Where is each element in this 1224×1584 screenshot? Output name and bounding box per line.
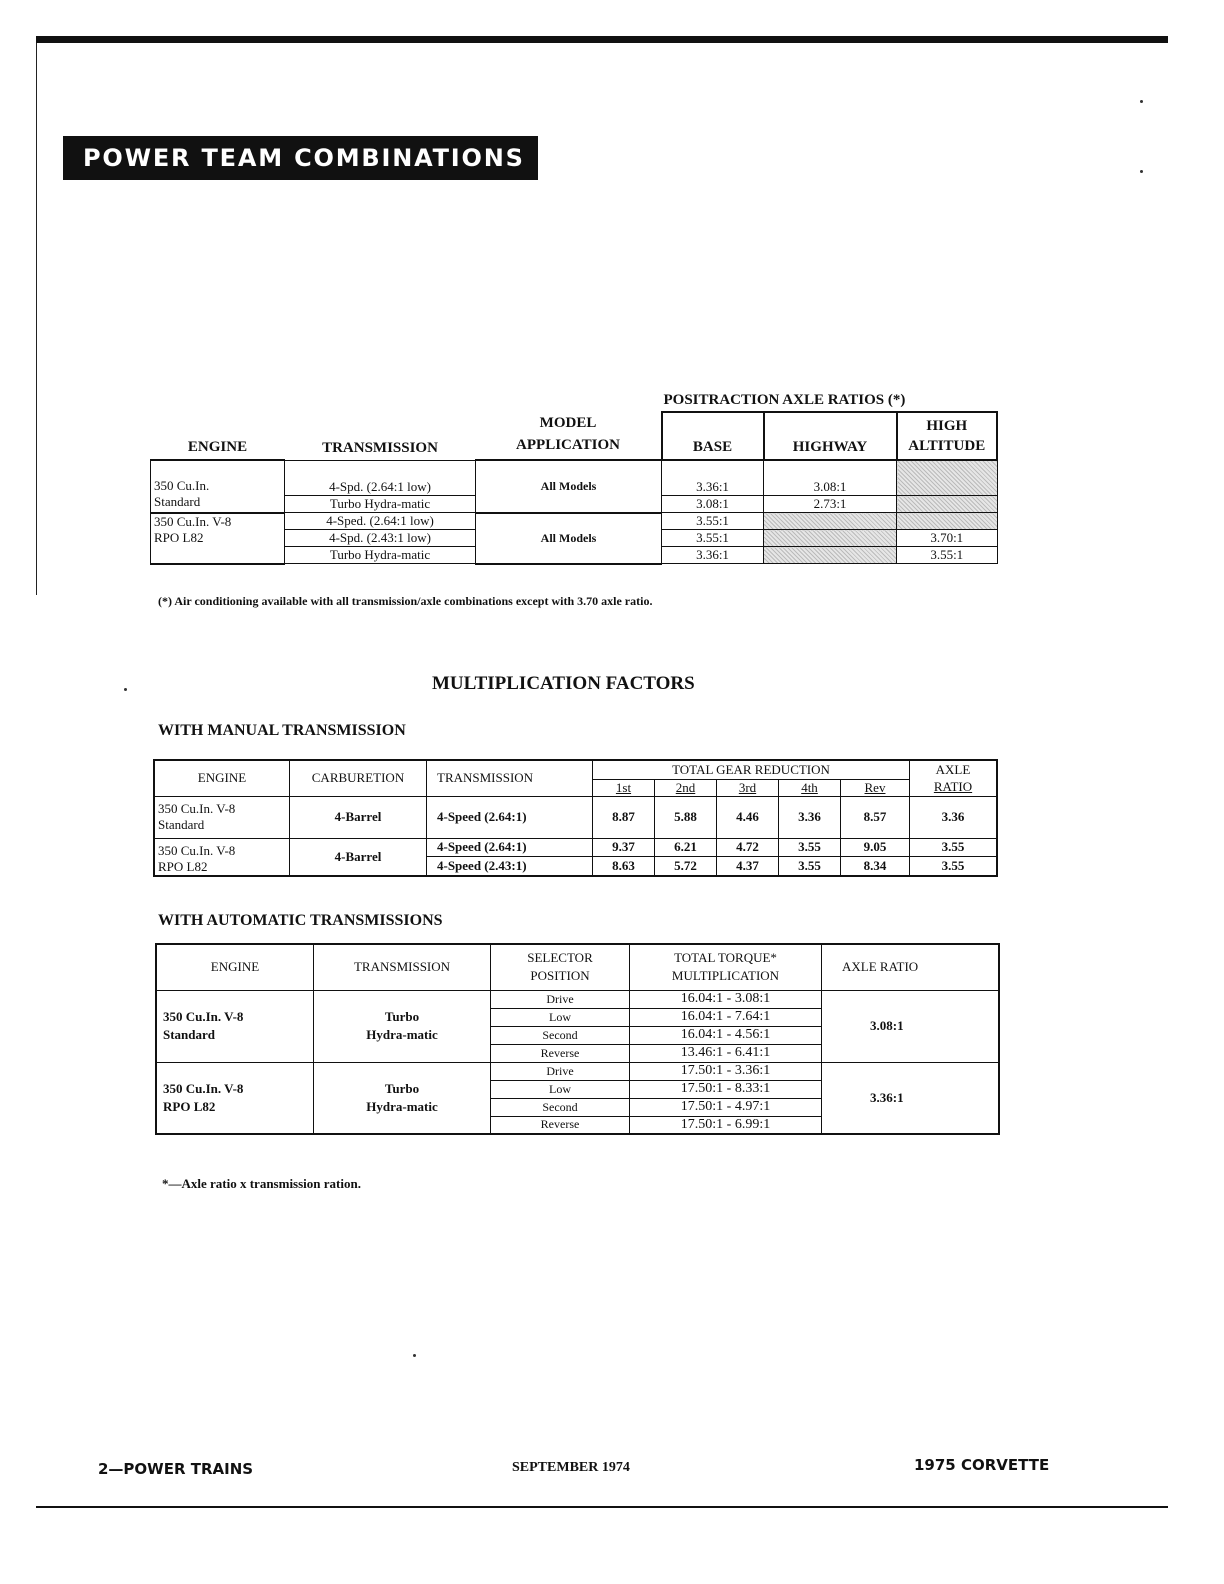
altitude-cell bbox=[897, 513, 998, 530]
gear-value: 8.87 bbox=[593, 796, 655, 838]
transmission-cell: 4-Spd. (2.64:1 low) bbox=[285, 460, 476, 496]
altitude-cell bbox=[897, 460, 998, 496]
transmission-cell: Turbo Hydra-matic bbox=[285, 547, 476, 564]
gear-value: 4.46 bbox=[717, 796, 779, 838]
gear-header: 3rd bbox=[717, 779, 779, 796]
highway-cell bbox=[764, 513, 897, 530]
base-cell: 3.55:1 bbox=[662, 530, 764, 547]
base-cell: 3.08:1 bbox=[662, 496, 764, 513]
selector-cell: Reverse bbox=[491, 1044, 630, 1062]
axle-ratios-header: POSITRACTION AXLE RATIOS (*) bbox=[662, 392, 998, 412]
torque-cell: 13.46:1 - 6.41:1 bbox=[630, 1044, 822, 1062]
automatic-footnote: *—Axle ratio x transmission ration. bbox=[162, 1176, 361, 1191]
power-team-table bbox=[150, 392, 998, 565]
model-cell: All Models bbox=[476, 513, 662, 564]
altitude-cell bbox=[897, 496, 998, 513]
a-col-selector: SELECTOR POSITION bbox=[491, 944, 630, 990]
selector-cell: Low bbox=[491, 1008, 630, 1026]
altitude-cell: 3.70:1 bbox=[897, 530, 998, 547]
base-cell: 3.55:1 bbox=[662, 513, 764, 530]
engine-line: Standard bbox=[154, 493, 201, 509]
gear-value: 6.21 bbox=[655, 838, 717, 857]
transmission-cell: 4-Sped. (2.64:1 low) bbox=[285, 513, 476, 530]
altitude-cell: 3.55:1 bbox=[897, 547, 998, 564]
gear-value: 3.55 bbox=[779, 838, 841, 857]
gear-header: 4th bbox=[779, 779, 841, 796]
footer-center: SEPTEMBER 1974 bbox=[512, 1460, 630, 1475]
engine-cell bbox=[151, 460, 285, 513]
engine-cell bbox=[154, 838, 290, 876]
gear-value: 3.55 bbox=[779, 857, 841, 876]
trans-line: Turbo bbox=[384, 1080, 420, 1096]
engine-cell bbox=[156, 990, 314, 1062]
engine-line: RPO L82 bbox=[158, 858, 208, 874]
footer-left: 2—POWER TRAINS bbox=[98, 1460, 254, 1478]
axle-value: 3.55 bbox=[910, 838, 998, 857]
trans-line: Hydra-matic bbox=[366, 1027, 438, 1042]
carb-cell: 4-Barrel bbox=[290, 796, 427, 838]
table-row bbox=[156, 990, 999, 1008]
col-base: BASE bbox=[662, 412, 764, 460]
engine-line: 350 Cu.In. V-8 bbox=[158, 842, 236, 858]
trans-cell: 4-Speed (2.43:1) bbox=[427, 857, 593, 876]
torque-cell: 16.04:1 - 4.56:1 bbox=[630, 1026, 822, 1044]
selector-cell: Drive bbox=[491, 1062, 630, 1080]
table-row bbox=[154, 838, 997, 857]
col-engine: ENGINE bbox=[187, 439, 248, 455]
section-banner: POWER TEAM COMBINATIONS bbox=[63, 136, 538, 180]
automatic-title: WITH AUTOMATIC TRANSMISSIONS bbox=[158, 912, 443, 929]
m-col-total-gear: TOTAL GEAR REDUCTION bbox=[593, 760, 910, 779]
m-col-trans: TRANSMISSION bbox=[427, 760, 593, 796]
speck bbox=[124, 688, 127, 691]
engine-line: Standard bbox=[163, 1027, 216, 1042]
table-row bbox=[156, 1062, 999, 1080]
torque-cell: 17.50:1 - 4.97:1 bbox=[630, 1098, 822, 1116]
model-cell: All Models bbox=[476, 460, 662, 513]
col-transmission: TRANSMISSION bbox=[322, 439, 438, 456]
gear-header: 1st bbox=[593, 779, 655, 796]
selector-cell: Low bbox=[491, 1080, 630, 1098]
speck bbox=[1140, 170, 1143, 173]
a-col-axle: AXLE RATIO bbox=[822, 944, 1000, 990]
carb-cell: 4-Barrel bbox=[290, 838, 427, 876]
axle-cell: 3.08:1 bbox=[822, 990, 1000, 1062]
gear-value: 8.34 bbox=[841, 857, 910, 876]
axle-value: 3.55 bbox=[910, 857, 998, 876]
engine-line: 350 Cu.In. V-8 bbox=[163, 1080, 244, 1096]
highway-cell bbox=[764, 547, 897, 564]
bottom-rule bbox=[36, 1506, 1168, 1508]
automatic-table bbox=[155, 943, 1000, 1135]
base-cell: 3.36:1 bbox=[662, 547, 764, 564]
axle-cell: 3.36:1 bbox=[822, 1062, 1000, 1134]
highway-cell: 2.73:1 bbox=[764, 496, 897, 513]
gear-header: 2nd bbox=[655, 779, 717, 796]
engine-line: 350 Cu.In. V-8 bbox=[163, 1009, 244, 1024]
gear-value: 5.88 bbox=[655, 796, 717, 838]
trans-line: Turbo bbox=[384, 1009, 420, 1024]
engine-cell bbox=[156, 1062, 314, 1134]
gear-value: 8.63 bbox=[593, 857, 655, 876]
engine-line: 350 Cu.In. V-8 bbox=[154, 513, 232, 529]
trans-cell bbox=[314, 1062, 491, 1134]
top-rule bbox=[36, 36, 1168, 43]
power-team-footnote: (*) Air conditioning available with all transmission/axle combinations except with 3.70 axle ratio. bbox=[158, 594, 653, 608]
table-row bbox=[154, 796, 997, 838]
m-col-axle: AXLE RATIO bbox=[910, 760, 998, 796]
torque-cell: 16.04:1 - 7.64:1 bbox=[630, 1008, 822, 1026]
gear-header: Rev bbox=[841, 779, 910, 796]
engine-line: 350 Cu.In. V-8 bbox=[158, 800, 236, 816]
transmission-cell: Turbo Hydra-matic bbox=[285, 496, 476, 513]
selector-cell: Drive bbox=[491, 990, 630, 1008]
col-high-altitude: HIGH ALTITUDE bbox=[897, 412, 998, 460]
gear-value: 5.72 bbox=[655, 857, 717, 876]
axle-value: 3.36 bbox=[910, 796, 998, 838]
table-row bbox=[151, 513, 998, 530]
engine-line: Standard bbox=[158, 816, 205, 832]
manual-table bbox=[153, 759, 998, 877]
torque-cell: 17.50:1 - 8.33:1 bbox=[630, 1080, 822, 1098]
m-col-carb: CARBURETION bbox=[290, 760, 427, 796]
engine-line: 350 Cu.In. bbox=[154, 477, 210, 493]
gear-value: 8.57 bbox=[841, 796, 910, 838]
trans-line: Hydra-matic bbox=[366, 1098, 438, 1114]
footer-right: 1975 CORVETTE bbox=[914, 1456, 1050, 1474]
highway-cell bbox=[764, 530, 897, 547]
speck bbox=[1140, 100, 1143, 103]
left-margin-rule bbox=[36, 43, 37, 595]
table-row bbox=[151, 460, 998, 496]
col-model: MODEL APPLICATION bbox=[516, 415, 620, 453]
engine-line: RPO L82 bbox=[154, 529, 204, 545]
gear-value: 3.36 bbox=[779, 796, 841, 838]
gear-value: 4.37 bbox=[717, 857, 779, 876]
highway-cell: 3.08:1 bbox=[764, 460, 897, 496]
speck bbox=[413, 1354, 416, 1357]
gear-value: 9.37 bbox=[593, 838, 655, 857]
m-col-engine: ENGINE bbox=[154, 760, 290, 796]
selector-cell: Second bbox=[491, 1026, 630, 1044]
base-cell: 3.36:1 bbox=[662, 460, 764, 496]
gear-value: 9.05 bbox=[841, 838, 910, 857]
trans-cell: 4-Speed (2.64:1) bbox=[427, 796, 593, 838]
engine-line: RPO L82 bbox=[163, 1098, 216, 1114]
torque-cell: 17.50:1 - 6.99:1 bbox=[630, 1116, 822, 1134]
transmission-cell: 4-Spd. (2.43:1 low) bbox=[285, 530, 476, 547]
trans-cell bbox=[314, 990, 491, 1062]
multiplication-title: MULTIPLICATION FACTORS bbox=[432, 673, 695, 694]
selector-cell: Reverse bbox=[491, 1116, 630, 1134]
torque-cell: 17.50:1 - 3.36:1 bbox=[630, 1062, 822, 1080]
a-col-trans: TRANSMISSION bbox=[314, 944, 491, 990]
a-col-torque: TOTAL TORQUE* MULTIPLICATION bbox=[630, 944, 822, 990]
selector-cell: Second bbox=[491, 1098, 630, 1116]
engine-cell bbox=[151, 513, 285, 564]
col-highway: HIGHWAY bbox=[764, 412, 897, 460]
manual-title: WITH MANUAL TRANSMISSION bbox=[158, 722, 406, 739]
trans-cell: 4-Speed (2.64:1) bbox=[427, 838, 593, 857]
a-col-engine: ENGINE bbox=[156, 944, 314, 990]
torque-cell: 16.04:1 - 3.08:1 bbox=[630, 990, 822, 1008]
gear-value: 4.72 bbox=[717, 838, 779, 857]
engine-cell bbox=[154, 796, 290, 838]
